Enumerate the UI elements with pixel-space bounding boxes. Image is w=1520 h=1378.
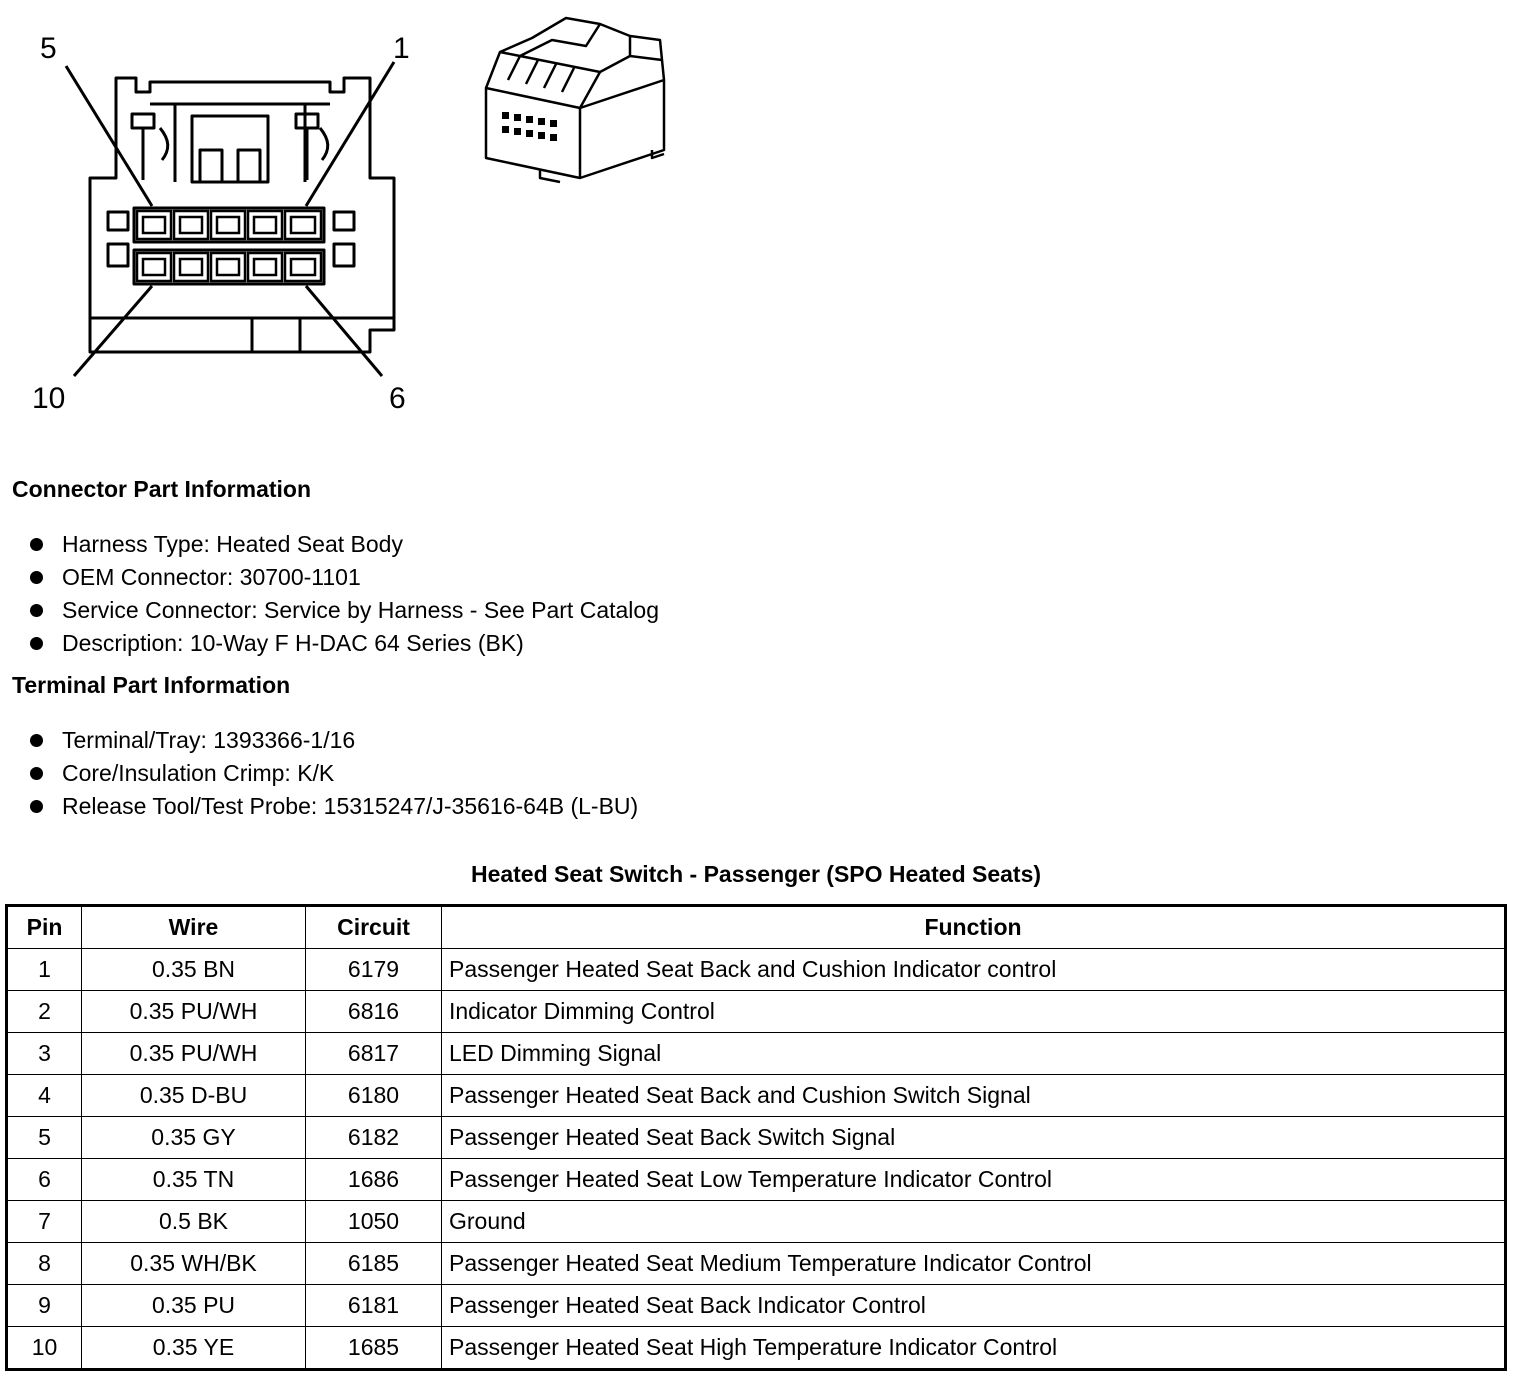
cell-pin: 3 xyxy=(7,1033,82,1075)
table-row xyxy=(7,1159,1506,1201)
table-row xyxy=(7,1327,1506,1370)
cell-wire: 0.35 YE xyxy=(82,1327,306,1370)
cell-circuit: 1685 xyxy=(306,1327,442,1370)
cell-wire: 0.35 PU/WH xyxy=(82,991,306,1033)
pin-label-6: 6 xyxy=(389,382,406,415)
cell-function: Passenger Heated Seat Back Switch Signal xyxy=(442,1117,1506,1159)
connector-face-illustration xyxy=(0,0,700,440)
table-row xyxy=(7,1243,1506,1285)
cell-function: Passenger Heated Seat Back Indicator Control xyxy=(442,1285,1506,1327)
table-row xyxy=(7,1201,1506,1243)
cell-circuit: 6181 xyxy=(306,1285,442,1327)
list-item: Core/Insulation Crimp: K/K xyxy=(28,759,638,792)
cell-circuit: 1050 xyxy=(306,1201,442,1243)
connector-diagram xyxy=(0,0,700,440)
cell-function: Passenger Heated Seat Medium Temperature Indicator Control xyxy=(442,1243,1506,1285)
table-row xyxy=(7,1117,1506,1159)
terminal-part-info-list xyxy=(28,726,638,825)
connector-part-info-list xyxy=(28,530,659,662)
cell-function: Passenger Heated Seat Low Temperature Indicator Control xyxy=(442,1159,1506,1201)
table-row xyxy=(7,1285,1506,1327)
list-item: Release Tool/Test Probe: 15315247/J-35616-64B (L-BU) xyxy=(28,792,638,825)
connector-part-info-heading: Connector Part Information xyxy=(12,476,312,502)
table-row xyxy=(7,991,1506,1033)
pin-label-5: 5 xyxy=(40,32,57,65)
cell-pin: 4 xyxy=(7,1075,82,1117)
cell-wire: 0.35 PU/WH xyxy=(82,1033,306,1075)
table-row xyxy=(7,1075,1506,1117)
cell-wire: 0.35 WH/BK xyxy=(82,1243,306,1285)
cell-circuit: 1686 xyxy=(306,1159,442,1201)
header-function: Function xyxy=(442,906,1506,949)
cell-pin: 9 xyxy=(7,1285,82,1327)
header-wire: Wire xyxy=(82,906,306,949)
list-item: OEM Connector: 30700-1101 xyxy=(28,563,659,596)
list-item: Harness Type: Heated Seat Body xyxy=(28,530,659,563)
cell-wire: 0.35 D-BU xyxy=(82,1075,306,1117)
cell-pin: 1 xyxy=(7,949,82,991)
cell-wire: 0.5 BK xyxy=(82,1201,306,1243)
list-item: Service Connector: Service by Harness - See Part Catalog xyxy=(28,596,659,629)
cell-circuit: 6185 xyxy=(306,1243,442,1285)
table-row xyxy=(7,1033,1506,1075)
table-row xyxy=(7,949,1506,991)
cell-function: Passenger Heated Seat Back and Cushion Switch Signal xyxy=(442,1075,1506,1117)
cell-pin: 5 xyxy=(7,1117,82,1159)
terminal-part-info-heading: Terminal Part Information xyxy=(12,672,291,698)
cell-pin: 8 xyxy=(7,1243,82,1285)
cell-wire: 0.35 BN xyxy=(82,949,306,991)
cell-wire: 0.35 PU xyxy=(82,1285,306,1327)
list-item: Description: 10-Way F H-DAC 64 Series (BK) xyxy=(28,629,659,662)
cell-wire: 0.35 TN xyxy=(82,1159,306,1201)
cell-function: LED Dimming Signal xyxy=(442,1033,1506,1075)
cell-wire: 0.35 GY xyxy=(82,1117,306,1159)
table-title: Heated Seat Switch - Passenger (SPO Heated Seats) xyxy=(470,861,1042,887)
table-header-row xyxy=(7,906,1506,949)
pin-label-1: 1 xyxy=(393,32,410,65)
cell-function: Ground xyxy=(442,1201,1506,1243)
cell-pin: 2 xyxy=(7,991,82,1033)
cell-circuit: 6817 xyxy=(306,1033,442,1075)
cell-function: Passenger Heated Seat Back and Cushion Indicator control xyxy=(442,949,1506,991)
pinout-table xyxy=(5,904,1507,1371)
connector-3d-illustration xyxy=(486,18,664,182)
cell-function: Passenger Heated Seat High Temperature Indicator Control xyxy=(442,1327,1506,1370)
header-circuit: Circuit xyxy=(306,906,442,949)
header-pin: Pin xyxy=(7,906,82,949)
list-item: Terminal/Tray: 1393366-1/16 xyxy=(28,726,638,759)
cell-pin: 10 xyxy=(7,1327,82,1370)
cell-circuit: 6180 xyxy=(306,1075,442,1117)
cell-circuit: 6179 xyxy=(306,949,442,991)
cell-function: Indicator Dimming Control xyxy=(442,991,1506,1033)
cell-pin: 7 xyxy=(7,1201,82,1243)
cell-circuit: 6816 xyxy=(306,991,442,1033)
pin-label-10: 10 xyxy=(32,382,66,415)
cell-pin: 6 xyxy=(7,1159,82,1201)
cell-circuit: 6182 xyxy=(306,1117,442,1159)
